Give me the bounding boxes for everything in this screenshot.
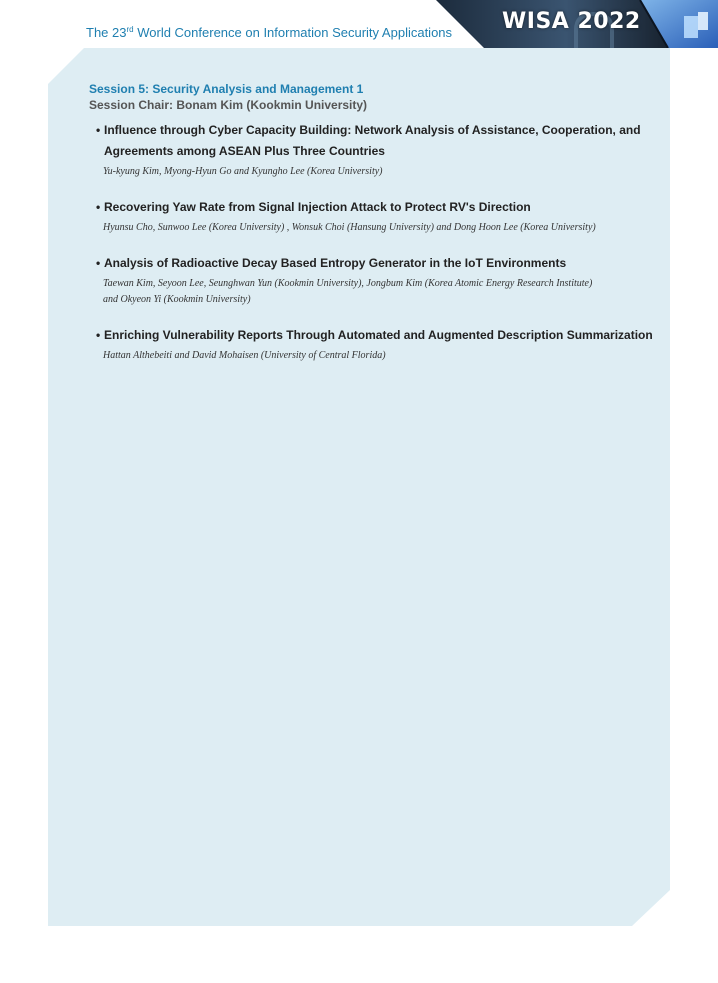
- paper-authors: [96, 164, 656, 180]
- wisa-banner: [436, 0, 718, 50]
- conference-title-suffix: World Conference on Information Security Applications: [133, 25, 453, 40]
- paper-title-line: Recovering Yaw Rate from Signal Injection Attack to Protect RV's Direction: [104, 200, 531, 214]
- paper-title: [96, 197, 656, 218]
- paper-title-line: Enriching Vulnerability Reports Through Automated and Augmented Description Summarization: [104, 328, 653, 342]
- paper-item: [96, 197, 656, 236]
- bullet-icon: •: [96, 200, 101, 214]
- banner-logo-text: WISA 2022: [502, 9, 641, 34]
- cube-icon-small: [698, 12, 708, 30]
- paper-title-line: Agreements among ASEAN Plus Three Countries: [104, 144, 385, 158]
- conference-title-prefix: The 23: [86, 25, 127, 40]
- paper-authors-line: Hattan Althebeiti and David Mohaisen (University of Central Florida): [103, 350, 386, 361]
- paper-title-line: Analysis of Radioactive Decay Based Entropy Generator in the IoT Environments: [104, 256, 567, 270]
- paper-title: [96, 325, 656, 346]
- paper-authors-line: Yu-kyung Kim, Myong-Hyun Go and Kyungho Lee (Korea University): [103, 166, 383, 177]
- session-chair: Session Chair: Bonam Kim (Kookmin University): [89, 98, 368, 112]
- paper-item: [96, 325, 656, 364]
- paper-item: [96, 120, 656, 180]
- bullet-icon: •: [96, 328, 101, 342]
- paper-authors-line: Hyunsu Cho, Sunwoo Lee (Korea University) , Wonsuk Choi (Hansung University) and Dong Hoon Lee (Korea University): [103, 222, 596, 233]
- conference-title: [86, 25, 452, 40]
- paper-authors: [96, 220, 656, 236]
- paper-authors: [96, 348, 656, 364]
- paper-authors-line: and Okyeon Yi (Kookmin University): [103, 294, 251, 305]
- cube-icon: [684, 16, 698, 38]
- session-title: Session 5: Security Analysis and Management 1: [89, 82, 364, 96]
- paper-title-line: Influence through Cyber Capacity Building: Network Analysis of Assistance, Cooperation, and: [104, 123, 641, 137]
- conference-title-ordinal: rd: [126, 25, 134, 34]
- paper-title: [96, 120, 656, 162]
- paper-item: [96, 253, 656, 308]
- paper-authors: [96, 276, 656, 308]
- paper-title: [96, 253, 656, 274]
- bullet-icon: •: [96, 123, 101, 137]
- bullet-icon: •: [96, 256, 101, 270]
- paper-authors-line: Taewan Kim, Seyoon Lee, Seunghwan Yun (Kookmin University), Jongbum Kim (Korea Atomic Energy Research Institute): [103, 278, 593, 289]
